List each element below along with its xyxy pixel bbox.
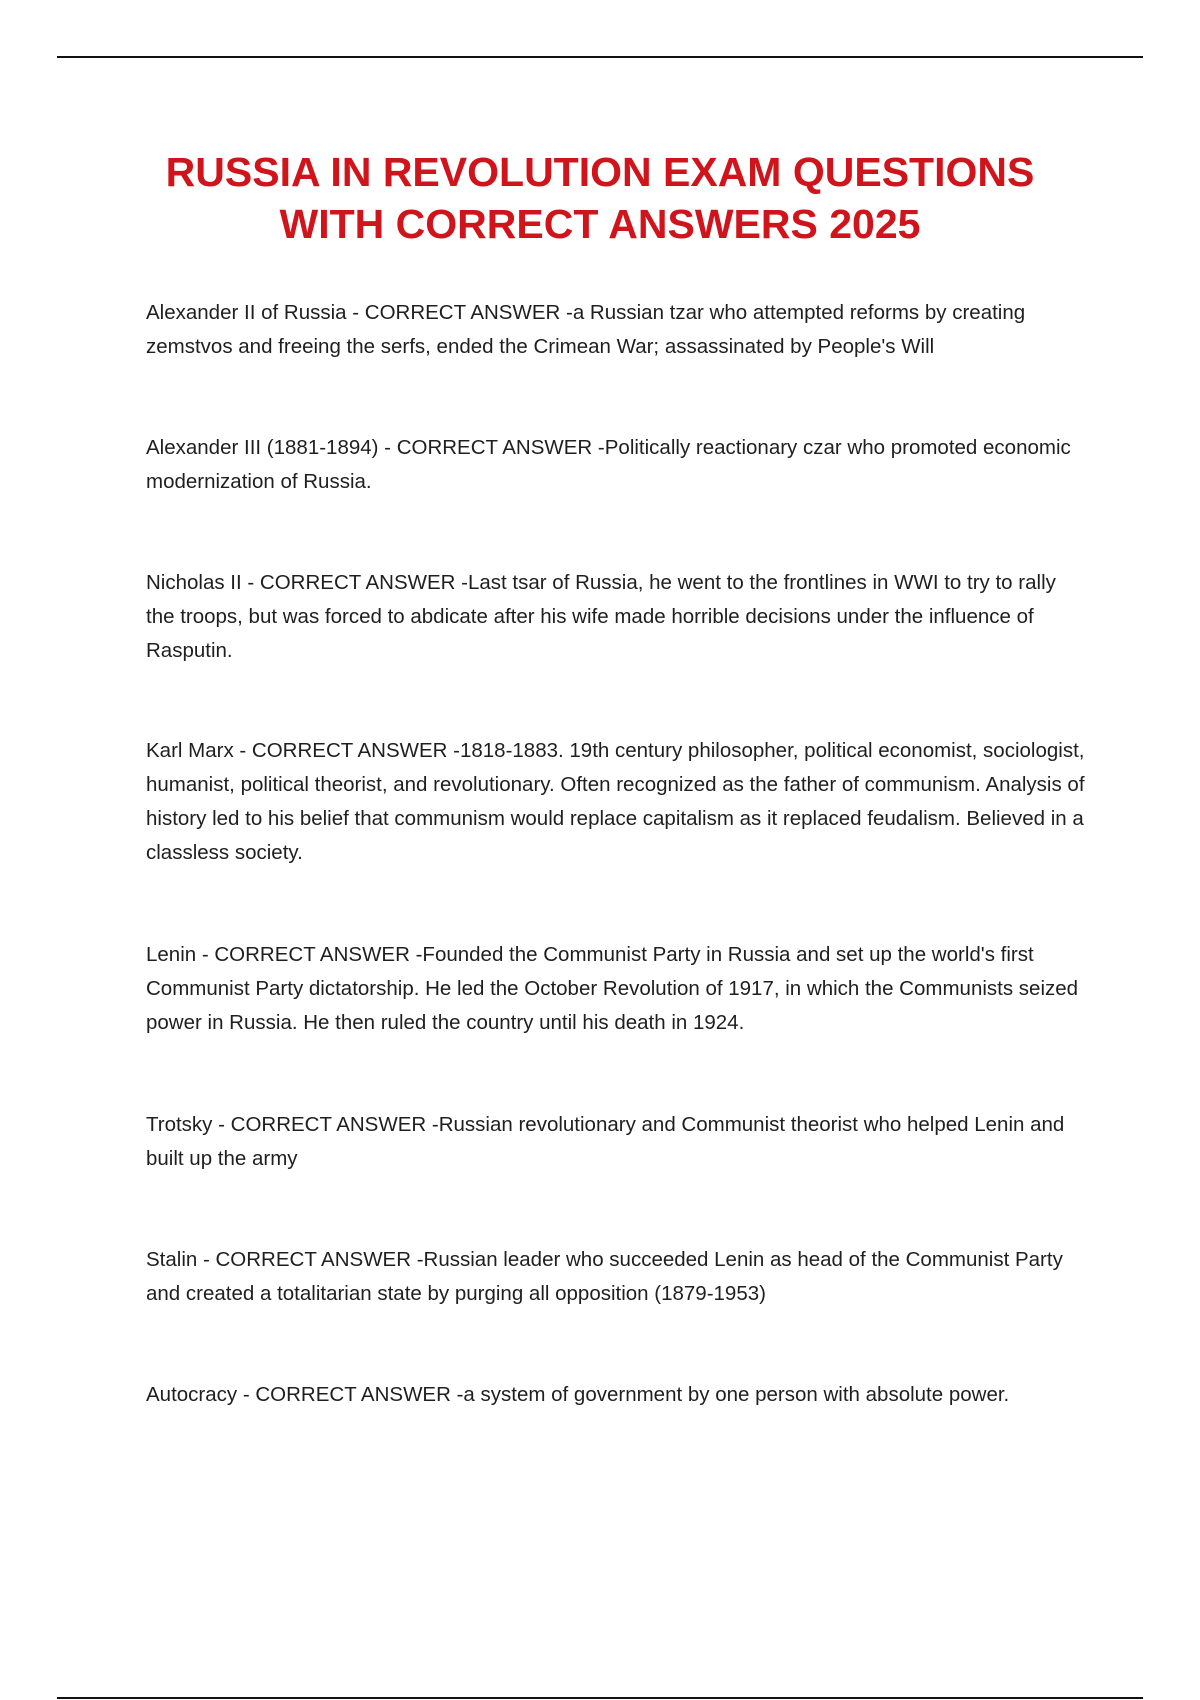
qa-entry-nicholas-ii: Nicholas II - CORRECT ANSWER -Last tsar of Russia, he went to the frontlines in WWI to try to rally the troops, but was forced to abdicate after his wife made horrible decisions under the influence of Rasputin.	[146, 571, 1056, 662]
qa-entry-alexander-iii: Alexander III (1881-1894) - CORRECT ANSWER -Politically reactionary czar who promoted economic modernization of Russia.	[146, 436, 1071, 493]
document-title	[100, 146, 1100, 250]
qa-entry-karl-marx: Karl Marx - CORRECT ANSWER -1818-1883. 19th century philosopher, political economist, sociologist, humanist, political theorist, and revolutionary. Often recognized as the father of communism. Analysis of history led to his belief that communism would replace capitalism as it replaced feudalism. Believed in a classless society.	[146, 739, 1085, 864]
qa-entry-autocracy: Autocracy - CORRECT ANSWER -a system of government by one person with absolute power.	[146, 1383, 1010, 1406]
qa-entry-stalin: Stalin - CORRECT ANSWER -Russian leader who succeeded Lenin as head of the Communist Party and created a totalitarian state by purging all opposition (1879-1953)	[146, 1248, 1063, 1305]
top-divider	[57, 56, 1143, 58]
qa-entry-lenin: Lenin - CORRECT ANSWER -Founded the Communist Party in Russia and set up the world's first Communist Party dictatorship. He led the October Revolution of 1917, in which the Communists seized power in Russia. He then ruled the country until his death in 1924.	[146, 943, 1079, 1034]
qa-entry-alexander-ii: Alexander II of Russia - CORRECT ANSWER -a Russian tzar who attempted reforms by creating zemstvos and freeing the serfs, ended the Crimean War; assassinated by People's Will	[146, 301, 1026, 358]
bottom-divider	[57, 1697, 1143, 1699]
qa-entry-trotsky: Trotsky - CORRECT ANSWER -Russian revolutionary and Communist theorist who helped Lenin and built up the army	[146, 1113, 1065, 1170]
document-title-line-2: WITH CORRECT ANSWERS 2025	[279, 201, 921, 247]
document-title-line-1: RUSSIA IN REVOLUTION EXAM QUESTIONS	[165, 149, 1035, 195]
